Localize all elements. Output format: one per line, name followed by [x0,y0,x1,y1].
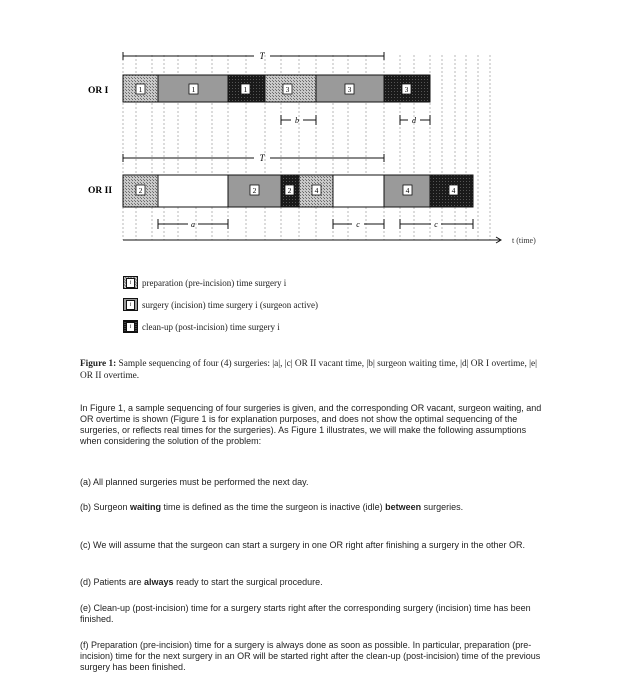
figure-caption [80,358,550,382]
intro-paragraph: In Figure 1, a sample sequencing of four surgeries is given, and the corresponding OR vacant, surgeon waiting, and OR overtime is shown (Figure 1 is for explanation purposes, and does not show the optimal sequencing of the surgeries, or reflects real times for the surgeries). As Figure 1 illustrates, we will make the following assumptions when considering the solution of the problem: [80,403,542,446]
caption-label: Figure 1: [80,359,117,369]
time-axis [123,237,501,243]
assumption-f: (f) Preparation (pre-incision) time for a surgery is always done as soon as possible. In particular, preparation (pre-incision) time for the next surgery in an OR will be started right after the clean-up (post-incision) time of the previous surgery has been finished. [80,640,541,672]
time-axis-label: t (time) [512,236,536,245]
row-label-or1: OR I [88,86,109,96]
or2-vacant-label-a: a [191,220,195,229]
or2-label-incision-2: 2 [252,186,257,195]
caption-text: Sample sequencing of four (4) surgeries: |a|, |c| OR II vacant time, |b| surgeon waiting time, |d| OR I overtime, |e| OR II overtime. [80,359,538,381]
legend-swatch-cleanup: i [123,320,138,333]
legend-item-incision [123,298,318,311]
or1-label-prep-3: 3 [285,85,290,94]
or2-label-prep-2: 2 [138,186,143,195]
assumption-d: (d) Patients are always ready to start the surgical procedure. [80,577,323,587]
or2-label-incision-4: 4 [405,186,410,195]
legend-swatch-prep: i [123,276,138,289]
or1-label-cleanup-1: 1 [243,85,248,94]
or1-overtime-label: d [412,116,416,125]
or1-label-incision-1: 1 [191,85,196,94]
or1-horizon-label: T [259,51,265,61]
or2-horizon-label: T [259,153,265,163]
assumption-a: (a) All planned surgeries must be performed the next day. [80,477,309,487]
surgery-sequencing-figure [0,0,626,345]
row-label-or2: OR II [88,186,113,196]
surgeon-waiting-label: b [295,116,299,125]
or1-label-incision-3: 3 [347,85,352,94]
or2-horizon-bracket [123,154,384,162]
assumption-b: (b) Surgeon waiting time is defined as the time the surgeon is inactive (idle) between surgeries. [80,502,464,512]
or1-label-prep-1: 1 [138,85,143,94]
legend-swatch-incision: i [123,298,138,311]
or2-vacant-label-c: c [356,220,360,229]
or1-label-cleanup-3: 3 [404,85,409,94]
or1-horizon-bracket [123,52,384,60]
or1-row [123,75,430,102]
legend-item-prep [123,276,286,289]
legend-text-prep: preparation (pre-incision) time surgery i [142,277,287,288]
or2-row [123,175,473,207]
legend-text-cleanup: clean-up (post-incision) time surgery i [142,321,280,332]
or2-label-cleanup-2: 2 [287,186,292,195]
legend-text-incision: surgery (incision) time surgery i (surgeon active) [142,299,318,310]
assumption-c: (c) We will assume that the surgeon can start a surgery in one OR right after finishing a surgery in the other OR. [80,540,526,550]
or2-label-cleanup-4: 4 [451,186,456,195]
or2-label-prep-4: 4 [314,186,319,195]
assumption-e: (e) Clean-up (post-incision) time for a surgery starts right after the corresponding surgery (incision) time has been finished. [80,603,531,624]
legend-item-cleanup [123,320,280,333]
or2-overtime-label-e: c [434,220,438,229]
